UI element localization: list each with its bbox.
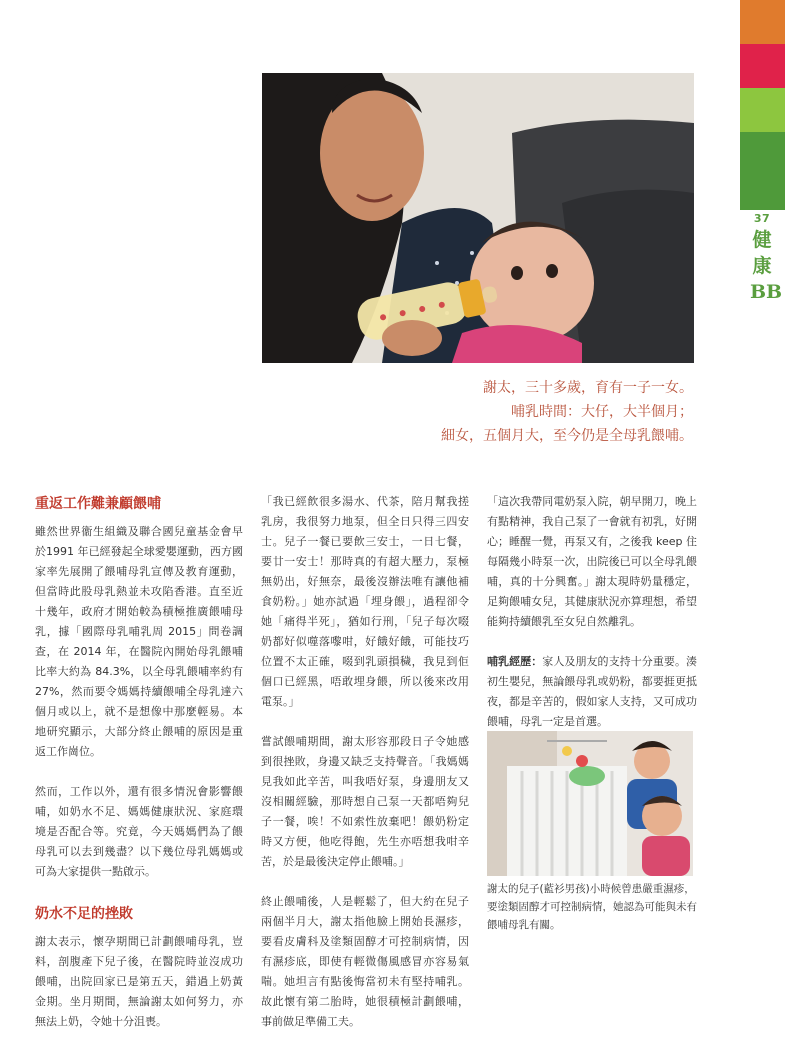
hero-caption (441, 376, 693, 448)
paragraph: 「我已經飲很多湯水、代茶，陪月幫我搓乳房，我很努力地泵，但全日只得三四安士。兒子一餐已要飲三安士，一日七餐，要廿一安士！那時真的有超大壓力，泵極無奶出，好無奈，最後沒辦法唯有讓他補食奶粉。」她亦試過「埋身餵」，過程卻令她「痛得半死」，猶如行刑，「兒子每次啜奶都好似噬落嚟咁，好餓好餓，可能技巧位置不太正確，啜到乳頭損穢，我見到佢個口已經黑，唔敢埋身餵，所以後來改用電泵。」 (261, 495, 469, 708)
section-marker (745, 212, 783, 305)
tip-text: 家人及朋友的支持十分重要。湊初生嬰兒，無論餵母乳或奶粉，都要捱更抵夜，都是辛苦的，假如家人支持，又可成功餵哺，母乳一定是首選。 (487, 655, 698, 728)
article-column-1 (35, 492, 243, 1052)
section-label: 健康BB (750, 229, 783, 303)
kids-photo (487, 731, 693, 876)
section-heading-return-to-work: 重返工作難兼顧餵哺 (35, 496, 161, 512)
kids-photo-caption: 謝太的兒子(藍衫男孩)小時候曾患嚴重濕疹，要塗類固醇才可控制病情，她認為可能與未有餵哺母乳有關。 (487, 883, 697, 931)
section-heading-low-milk: 奶水不足的挫敗 (35, 906, 133, 922)
article-column-3 (487, 492, 697, 752)
paragraph: 終止餵哺後，人是輕鬆了，但大約在兒子兩個半月大，謝太指他臉上開始長濕疹，要看皮膚科及塗類固醇才可控制病情，因有濕疹底，即使有輕微傷風感冒亦容易氣喘。她坦言有點後悔當初未有堅持哺乳。故此懷有第二胎時，她很積極計劃餵哺，事前做足準備工夫。 (261, 895, 469, 1028)
hero-caption-line-1: 謝太，三十多歲，育有一子一女。 (483, 380, 693, 396)
paragraph: 嘗試餵哺期間，謝太形容那段日子令她感到很挫敗，身邊又缺乏支持聲音。「我媽媽見我如此辛苦，叫我唔好泵，身邊朋友又沒相關經驗，那時想自己泵一天都唔夠兒子一餐，唉！不如索性放棄吧！餵奶粉定時又方便，他吃得飽，先生亦唔想我咁辛苦，於是最後決定停止餵哺。」 (261, 735, 469, 868)
paragraph: 然而，工作以外，還有很多情況會影響餵哺，如奶水不足、媽媽健康狀況、家庭環境是否配合等。究竟，今天媽媽們為了餵母乳可以去到幾盡？以下幾位母乳媽媽或可為大家提供一點啟示。 (35, 785, 243, 878)
tab-red (740, 44, 785, 88)
hero-photo (262, 73, 694, 363)
page-number: 37 (753, 212, 771, 225)
tab-lime (740, 88, 785, 132)
section-color-tabs (740, 0, 785, 210)
tip-paragraph (487, 652, 697, 732)
tab-orange (740, 0, 785, 44)
hero-caption-line-3: 細女，五個月大，至今仍是全母乳餵哺。 (441, 428, 693, 444)
paragraph: 謝太表示，懷孕期間已計劃餵哺母乳，豈料，剖腹產下兒子後，在醫院時並沒成功餵哺，出院回家已是第五天，錯過上奶黃金期。坐月期間，無論謝太如何努力，亦無法上奶，令她十分沮喪。 (35, 935, 243, 1028)
tab-green (740, 132, 785, 210)
paragraph: 雖然世界衞生組織及聯合國兒童基金會早於1991 年已經發起全球愛嬰運動，西方國家率先展開了餵哺母乳宣傳及教育運動，但當時此股母乳熱並未攻陷香港。直至近十幾年，政府才開始較為積極推廣餵哺母乳，據「國際母乳哺乳周 2015」問卷調查，在 2014 年，在醫院內開始母乳餵哺比率大約為 84.3%，以全母乳餵哺率約有 27%，然而要令媽媽持續餵哺全母乳達六個月或以上，就不是想像中那麼輕易。本地研究顯示，大部分終止餵哺的原因是重返工作崗位。 (35, 525, 243, 758)
hero-caption-line-2: 哺乳時間：大仔，大半個月； (511, 404, 693, 420)
paragraph: 「這次我帶同電奶泵入院，朝早開刀，晚上有點精神，我自己泵了一會就有初乳，好開心；睡醒一覺，再泵又有，之後我 keep 住每隔幾小時泵一次，出院後已可以全母乳餵哺，真的十分興奮。」謝太現時奶量穩定，足夠餵哺女兒，其健康狀況亦算理想，希望能夠持續餵乳至女兒自然離乳。 (487, 495, 697, 628)
article-column-2 (261, 492, 469, 1052)
tip-label: 哺乳經歷： (487, 655, 543, 668)
